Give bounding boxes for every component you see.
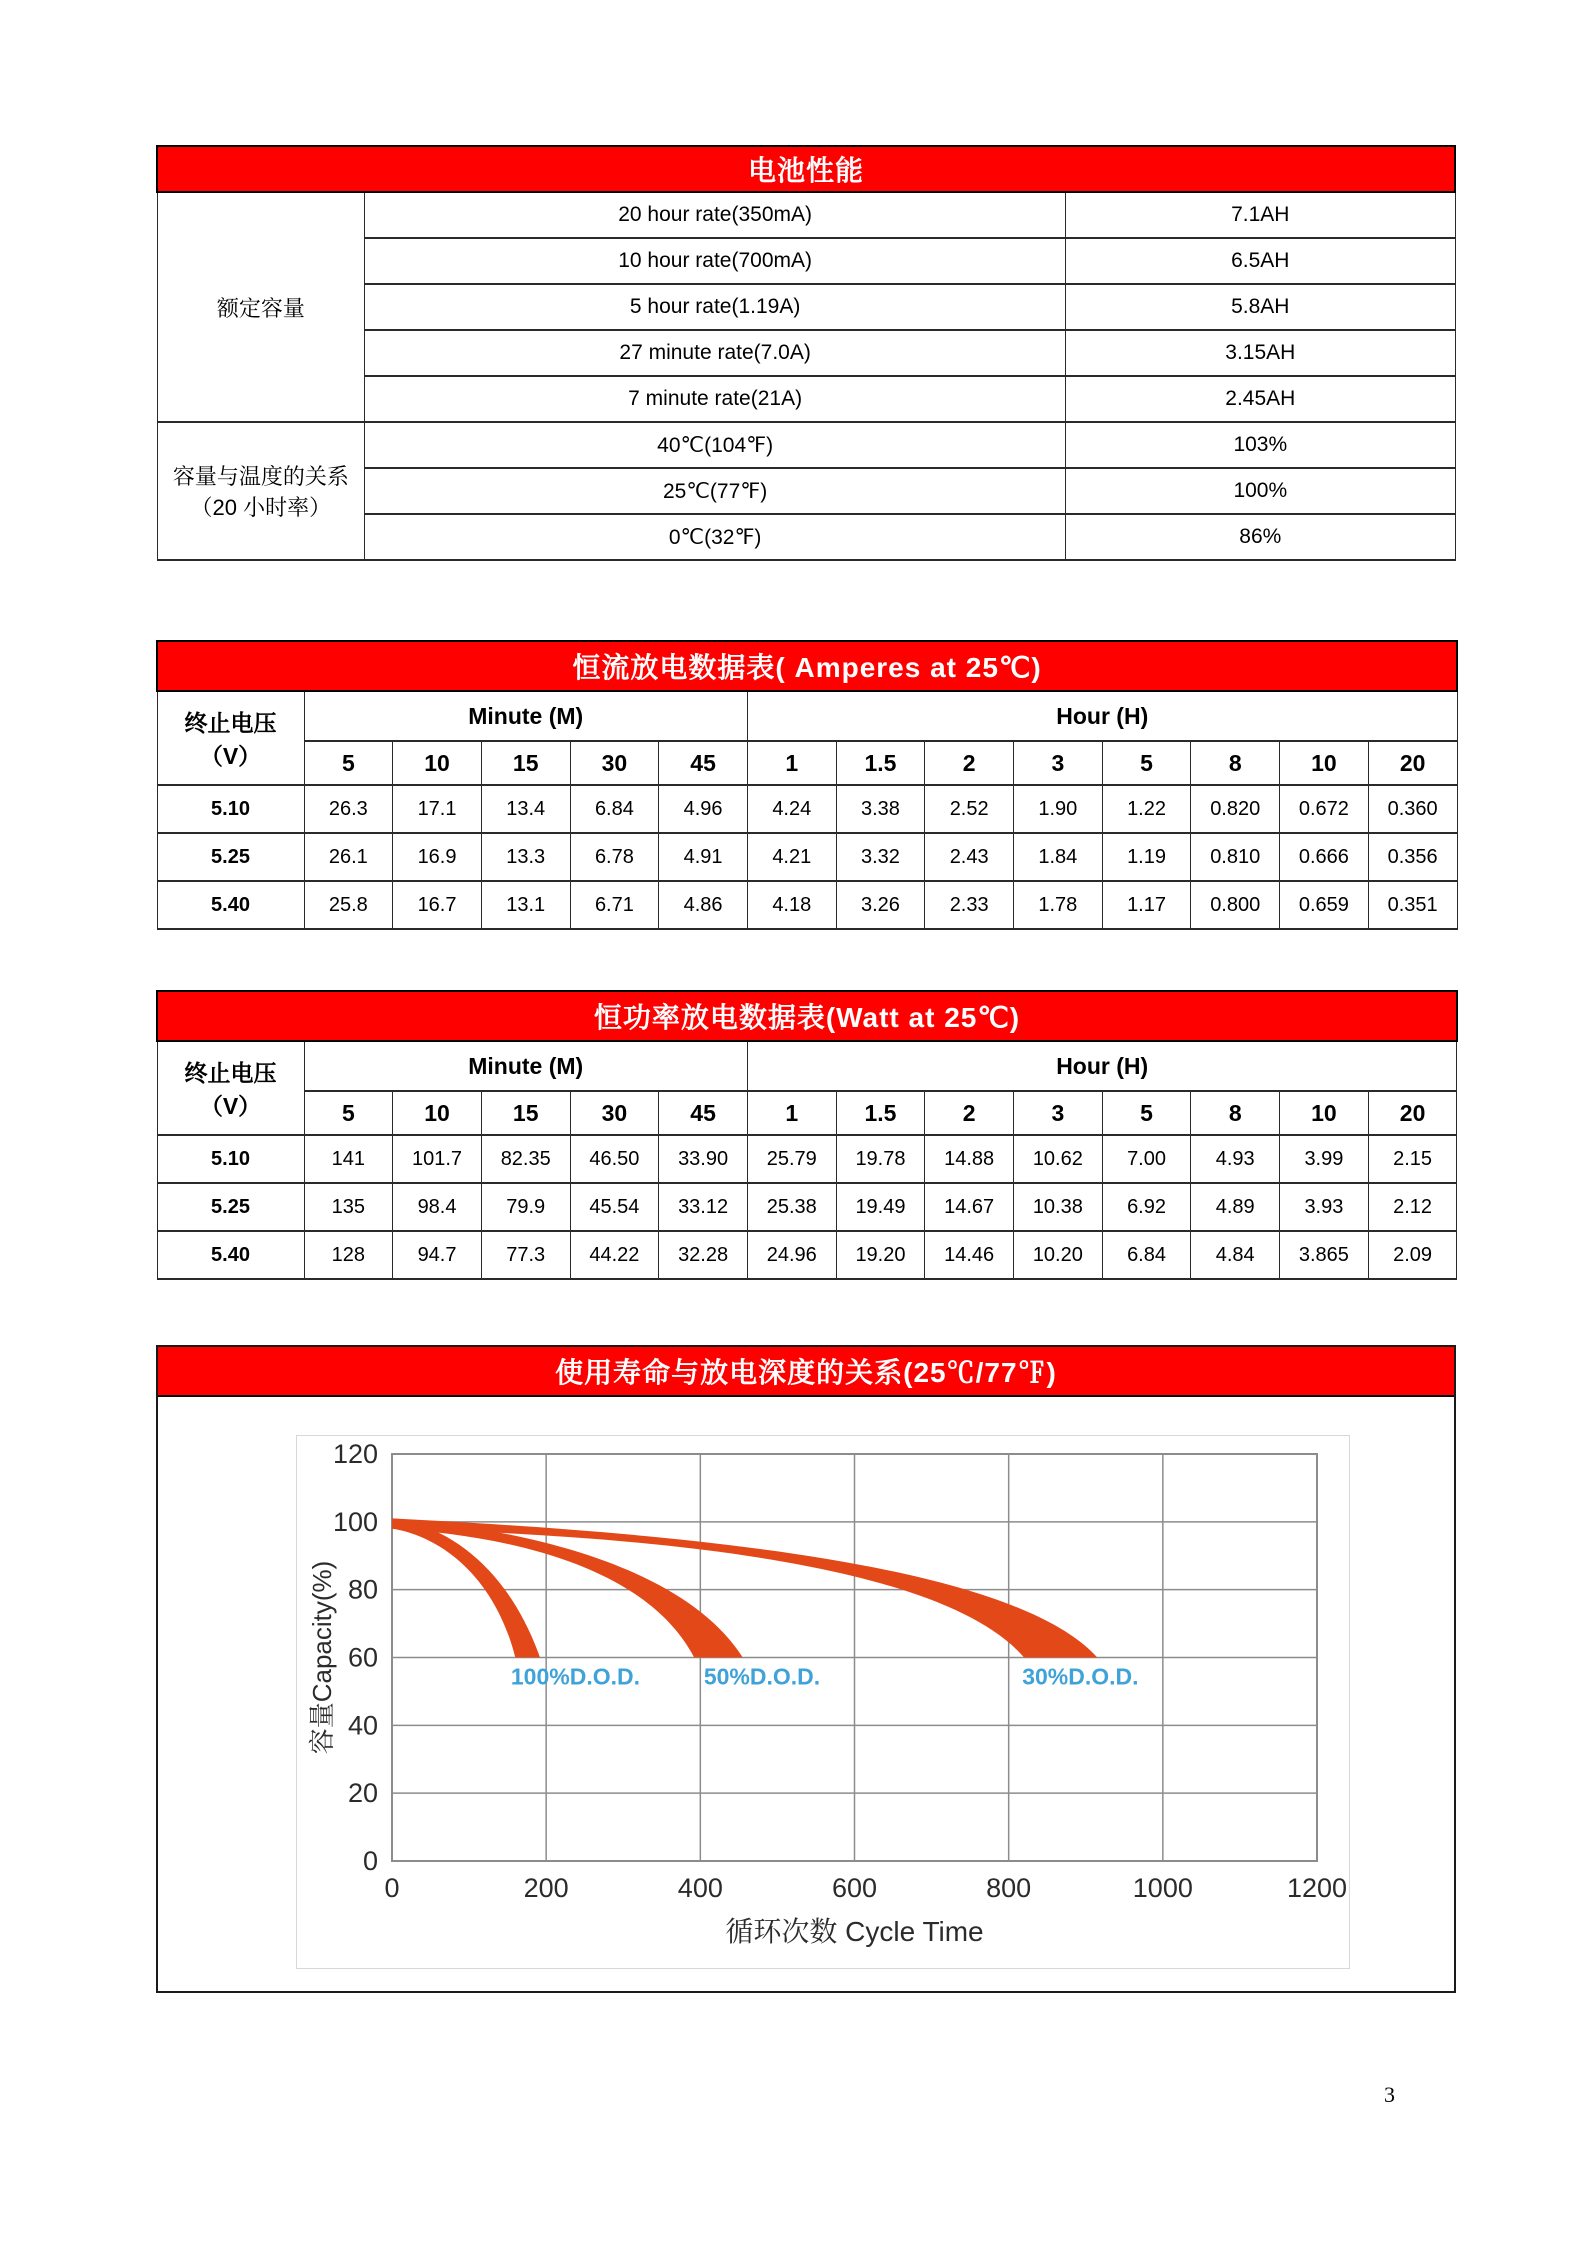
dod-label: 30%D.O.D. [1022,1663,1139,1690]
hour-group-header: Hour (H) [747,1041,1457,1091]
x-tick-label: 1000 [1132,1873,1193,1903]
y-tick-label: 0 [362,1846,378,1876]
voltage-cell: 5.10 [157,1135,304,1183]
end-voltage-header [157,691,304,785]
value-cell: 2.52 [925,785,1014,833]
col-header: 1.5 [836,741,925,785]
col-header: 20 [1368,1091,1457,1135]
value-cell: 46.50 [570,1135,659,1183]
col-header: 1 [747,1091,836,1135]
rate-value: 5.8AH [1066,284,1455,330]
page-number: 3 [1384,2082,1395,2107]
rate-name: 20 hour rate(350mA) [365,192,1066,238]
value-cell: 13.3 [481,833,570,881]
col-header: 8 [1191,741,1280,785]
col-header: 20 [1368,741,1457,785]
value-cell: 26.1 [304,833,393,881]
cycle-life-chart [297,1436,1349,1968]
value-cell: 19.20 [836,1231,925,1279]
value-cell: 0.820 [1191,785,1280,833]
value-cell: 4.24 [747,785,836,833]
y-tick-label: 60 [347,1642,378,1673]
x-tick-label: 200 [523,1873,569,1903]
temp-name: 40℃(104℉) [365,422,1066,468]
voltage-cell: 5.10 [157,785,304,833]
value-cell: 3.99 [1280,1135,1369,1183]
col-header: 15 [481,741,570,785]
col-header: 45 [659,741,748,785]
value-cell: 3.93 [1280,1183,1369,1231]
col-header: 2 [925,1091,1014,1135]
constant-current-title: 恒流放电数据表( Amperes at 25℃) [157,641,1457,691]
rate-value: 2.45AH [1066,376,1455,422]
value-cell: 79.9 [481,1183,570,1231]
col-header: 45 [659,1091,748,1135]
value-cell: 6.71 [570,881,659,929]
minute-group-header: Minute (M) [304,1041,747,1091]
hour-group-header: Hour (H) [747,691,1457,741]
value-cell: 6.92 [1102,1183,1191,1231]
rate-name: 10 hour rate(700mA) [365,238,1066,284]
x-tick-label: 800 [986,1873,1032,1903]
minute-group-header: Minute (M) [304,691,747,741]
value-cell: 4.93 [1191,1135,1280,1183]
value-cell: 1.78 [1014,881,1103,929]
value-cell: 0.666 [1280,833,1369,881]
value-cell: 82.35 [481,1135,570,1183]
value-cell: 101.7 [393,1135,482,1183]
value-cell: 6.84 [570,785,659,833]
col-header: 5 [304,1091,393,1135]
value-cell: 135 [304,1183,393,1231]
x-tick-label: 600 [831,1873,878,1903]
temp-value: 86% [1066,514,1455,560]
capacity-temperature-label-line1: 容量与温度的关系 [172,464,349,489]
end-voltage-line1: 终止电压 [184,1060,277,1086]
rate-value: 6.5AH [1066,238,1455,284]
temp-value: 103% [1066,422,1455,468]
value-cell: 3.32 [836,833,925,881]
col-header: 30 [570,741,659,785]
value-cell: 7.00 [1102,1135,1191,1183]
value-cell: 10.20 [1014,1231,1103,1279]
value-cell: 1.22 [1102,785,1191,833]
col-header: 10 [1280,1091,1369,1135]
temp-value: 100% [1066,468,1455,514]
value-cell: 33.12 [659,1183,748,1231]
value-cell: 13.1 [481,881,570,929]
value-cell: 25.79 [747,1135,836,1183]
col-header: 3 [1014,741,1103,785]
y-tick-label: 40 [347,1710,378,1741]
voltage-cell: 5.40 [157,1231,304,1279]
capacity-temperature-label-line2: （20 小时率） [190,495,332,520]
value-cell: 4.84 [1191,1231,1280,1279]
value-cell: 33.90 [659,1135,748,1183]
value-cell: 4.18 [747,881,836,929]
rate-value: 7.1AH [1066,192,1455,238]
col-header: 1 [747,741,836,785]
y-tick-label: 80 [347,1574,378,1605]
value-cell: 17.1 [393,785,482,833]
value-cell: 16.7 [393,881,482,929]
value-cell: 6.84 [1102,1231,1191,1279]
col-header: 10 [393,1091,482,1135]
value-cell: 2.33 [925,881,1014,929]
col-header: 30 [570,1091,659,1135]
value-cell: 25.8 [304,881,393,929]
battery-performance-title: 电池性能 [157,146,1455,192]
temp-name: 25℃(77℉) [365,468,1066,514]
value-cell: 24.96 [747,1231,836,1279]
col-header: 5 [1102,1091,1191,1135]
value-cell: 26.3 [304,785,393,833]
end-voltage-header [157,1041,304,1135]
value-cell: 0.672 [1280,785,1369,833]
col-header: 1.5 [836,1091,925,1135]
value-cell: 2.43 [925,833,1014,881]
end-voltage-line2: （V） [199,1093,262,1119]
value-cell: 2.15 [1368,1135,1457,1183]
capacity-temperature-label [157,422,365,560]
value-cell: 14.88 [925,1135,1014,1183]
col-header: 2 [925,741,1014,785]
value-cell: 1.84 [1014,833,1103,881]
constant-power-title: 恒功率放电数据表(Watt at 25℃) [157,991,1457,1041]
y-tick-label: 100 [332,1506,378,1537]
col-header: 3 [1014,1091,1103,1135]
value-cell: 14.46 [925,1231,1014,1279]
end-voltage-line1: 终止电压 [184,710,277,736]
constant-current-discharge-table [156,640,1458,930]
dod-label: 50%D.O.D. [703,1663,821,1690]
value-cell: 25.38 [747,1183,836,1231]
x-tick-label: 0 [384,1873,400,1903]
value-cell: 13.4 [481,785,570,833]
value-cell: 10.38 [1014,1183,1103,1231]
rate-value: 3.15AH [1066,330,1455,376]
col-header: 10 [1280,741,1369,785]
value-cell: 6.78 [570,833,659,881]
value-cell: 10.62 [1014,1135,1103,1183]
value-cell: 94.7 [393,1231,482,1279]
value-cell: 0.360 [1368,785,1457,833]
value-cell: 44.22 [570,1231,659,1279]
value-cell: 0.810 [1191,833,1280,881]
col-header: 15 [481,1091,570,1135]
value-cell: 16.9 [393,833,482,881]
value-cell: 1.19 [1102,833,1191,881]
cycle-life-chart-frame [296,1435,1350,1969]
value-cell: 4.91 [659,833,748,881]
value-cell: 4.86 [659,881,748,929]
rate-name: 7 minute rate(21A) [365,376,1066,422]
value-cell: 14.67 [925,1183,1014,1231]
col-header: 5 [1102,741,1191,785]
col-header: 5 [304,741,393,785]
value-cell: 77.3 [481,1231,570,1279]
x-axis-title: 循环次数 Cycle Time [725,1916,984,1947]
value-cell: 4.89 [1191,1183,1280,1231]
value-cell: 4.96 [659,785,748,833]
temp-name: 0℃(32℉) [365,514,1066,560]
value-cell: 98.4 [393,1183,482,1231]
rate-name: 27 minute rate(7.0A) [365,330,1066,376]
value-cell: 45.54 [570,1183,659,1231]
col-header: 8 [1191,1091,1280,1135]
col-header: 10 [393,741,482,785]
cycle-life-title: 使用寿命与放电深度的关系(25℃/77℉) [158,1347,1454,1397]
value-cell: 3.38 [836,785,925,833]
end-voltage-line2: （V） [199,743,262,769]
y-axis-title: 容量Capacity(%) [307,1560,337,1755]
value-cell: 32.28 [659,1231,748,1279]
constant-power-discharge-table [156,990,1458,1280]
value-cell: 1.90 [1014,785,1103,833]
voltage-cell: 5.25 [157,833,304,881]
value-cell: 128 [304,1231,393,1279]
value-cell: 3.26 [836,881,925,929]
value-cell: 19.78 [836,1135,925,1183]
dod-label: 100%D.O.D. [510,1663,641,1690]
value-cell: 0.659 [1280,881,1369,929]
value-cell: 2.12 [1368,1183,1457,1231]
value-cell: 0.800 [1191,881,1280,929]
rate-name: 5 hour rate(1.19A) [365,284,1066,330]
value-cell: 3.865 [1280,1231,1369,1279]
battery-performance-table [156,145,1456,561]
value-cell: 1.17 [1102,881,1191,929]
rated-capacity-label: 额定容量 [157,192,365,422]
value-cell: 2.09 [1368,1231,1457,1279]
voltage-cell: 5.25 [157,1183,304,1231]
value-cell: 19.49 [836,1183,925,1231]
x-tick-label: 400 [677,1873,723,1903]
cycle-life-section [156,1345,1456,1993]
value-cell: 141 [304,1135,393,1183]
value-cell: 4.21 [747,833,836,881]
x-tick-label: 1200 [1286,1873,1348,1903]
value-cell: 0.356 [1368,833,1457,881]
y-tick-label: 20 [347,1778,378,1809]
y-tick-label: 120 [332,1439,378,1469]
voltage-cell: 5.40 [157,881,304,929]
value-cell: 0.351 [1368,881,1457,929]
